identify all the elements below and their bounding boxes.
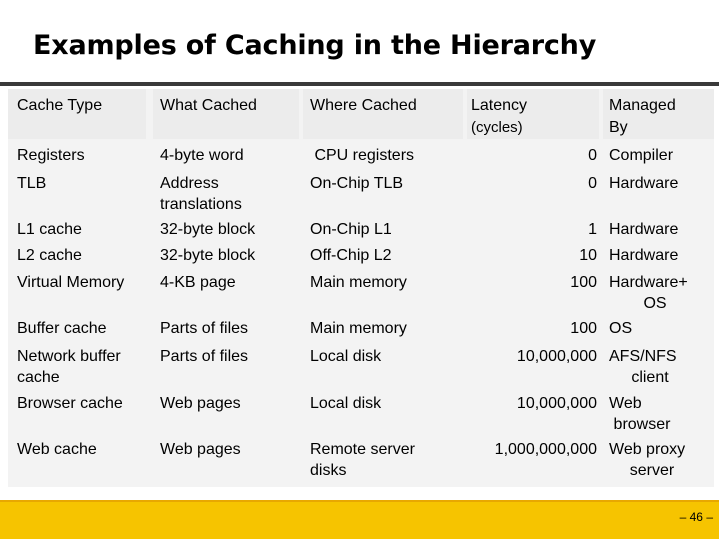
row-tlb-managed: Hardware — [609, 175, 679, 192]
row-browser-managed-2: browser — [613, 416, 671, 433]
row-buffer-managed: OS — [609, 320, 633, 337]
row-registers-latency: 0 — [588, 147, 597, 164]
row-vm-managed-2: OS — [643, 295, 667, 312]
row-netbuf-what: Parts of files — [160, 348, 249, 365]
row-vm-what: 4-KB page — [160, 274, 236, 291]
slide-title: Examples of Caching in the Hierarchy — [33, 30, 597, 61]
header-latency-unit: (cycles) — [471, 119, 523, 136]
title-divider — [0, 82, 719, 86]
row-webcache-what: Web pages — [160, 441, 241, 458]
row-browser-latency: 10,000,000 — [516, 395, 597, 412]
row-registers-what: 4-byte word — [160, 147, 244, 164]
row-l2-where: Off-Chip L2 — [310, 247, 392, 264]
header-where-cached: Where Cached — [310, 97, 417, 114]
row-l2-latency: 10 — [579, 247, 597, 264]
row-tlb-type: TLB — [17, 175, 47, 192]
row-tlb-where: On-Chip TLB — [310, 175, 404, 192]
row-browser-type: Browser cache — [17, 395, 123, 412]
row-webcache-managed: Web proxy — [609, 441, 686, 458]
row-l1-managed: Hardware — [609, 221, 679, 238]
row-netbuf-managed: AFS/NFS — [609, 348, 677, 365]
row-tlb-what: Address — [160, 175, 219, 192]
caching-table — [8, 89, 714, 487]
page-number: – 46 – — [679, 510, 713, 524]
row-buffer-latency: 100 — [570, 320, 597, 337]
row-browser-what: Web pages — [160, 395, 241, 412]
row-vm-type: Virtual Memory — [17, 274, 125, 291]
header-what-cached: What Cached — [160, 97, 257, 114]
footer-divider — [0, 500, 719, 502]
header-managed-by: By — [609, 119, 628, 136]
row-registers-where: CPU registers — [310, 147, 415, 164]
row-tlb-latency: 0 — [588, 175, 597, 192]
row-webcache-latency: 1,000,000,000 — [494, 441, 597, 458]
row-l1-type: L1 cache — [17, 221, 82, 238]
header-latency: Latency — [471, 97, 528, 114]
row-l1-latency: 1 — [588, 221, 597, 238]
row-l2-what: 32-byte block — [160, 247, 256, 264]
row-webcache-where: Remote server — [310, 441, 415, 458]
row-webcache-where-2: disks — [310, 462, 347, 479]
row-browser-managed: Web — [609, 395, 642, 412]
footer-bar — [0, 500, 719, 539]
row-registers-type: Registers — [17, 147, 85, 164]
row-vm-latency: 100 — [570, 274, 597, 291]
row-netbuf-latency: 10,000,000 — [516, 348, 597, 365]
row-l2-type: L2 cache — [17, 247, 82, 264]
row-browser-where: Local disk — [310, 395, 382, 412]
row-l2-managed: Hardware — [609, 247, 679, 264]
row-netbuf-type-2: cache — [17, 369, 60, 386]
row-tlb-what-2: translations — [160, 196, 242, 213]
row-buffer-where: Main memory — [310, 320, 407, 337]
row-buffer-what: Parts of files — [160, 320, 249, 337]
row-netbuf-managed-2: client — [631, 369, 669, 386]
row-l1-where: On-Chip L1 — [310, 221, 392, 238]
header-cache-type: Cache Type — [17, 97, 103, 114]
row-netbuf-type: Network buffer — [17, 348, 121, 365]
row-registers-managed: Compiler — [609, 147, 674, 164]
row-vm-where: Main memory — [310, 274, 407, 291]
row-vm-managed: Hardware+ — [609, 274, 688, 291]
row-webcache-managed-2: server — [629, 462, 675, 479]
row-webcache-type: Web cache — [17, 441, 97, 458]
header-managed: Managed — [609, 97, 676, 114]
row-buffer-type: Buffer cache — [17, 320, 107, 337]
row-netbuf-where: Local disk — [310, 348, 382, 365]
row-l1-what: 32-byte block — [160, 221, 256, 238]
